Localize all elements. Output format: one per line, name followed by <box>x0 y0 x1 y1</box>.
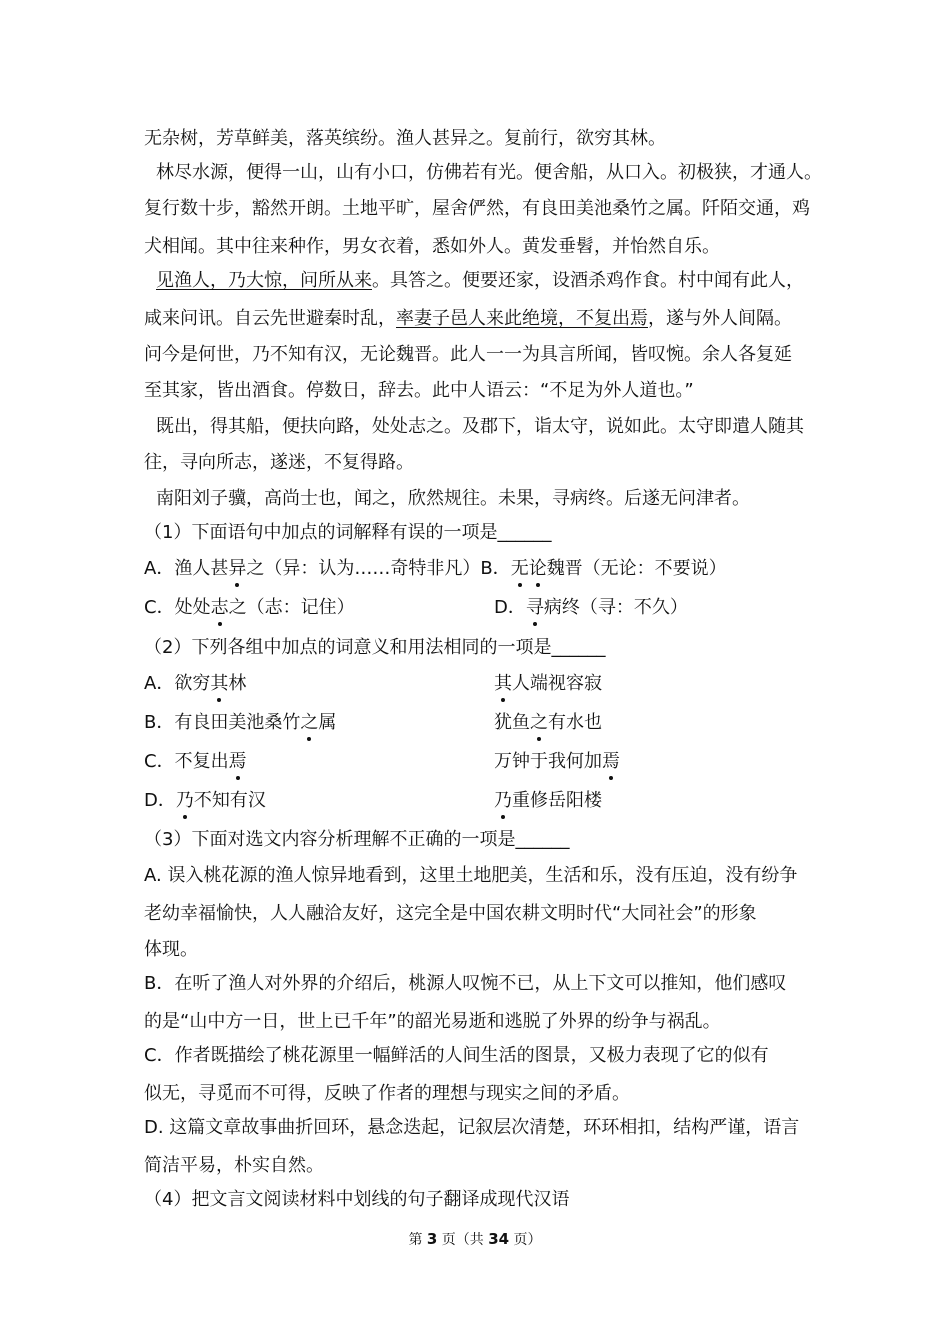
option-text: 病终（寻：不久） <box>543 597 688 618</box>
page-number: 3 <box>426 1230 438 1248</box>
page-total: 34 <box>488 1230 510 1248</box>
option-text: 之（异：认为……奇特非凡） <box>246 558 481 579</box>
option-c-compare <box>494 751 620 773</box>
dotted-char: 无 <box>510 558 529 579</box>
option-text: 重修岳阳楼 <box>512 790 602 811</box>
question-3-option-d: 简洁平易，朴实自然。 <box>144 1155 324 1176</box>
question-1-options-ab <box>144 558 814 580</box>
question-2-option-c <box>144 751 814 773</box>
question-3-stem: （3）下面对选文内容分析理解不正确的一项是______ <box>144 829 570 850</box>
option-text: 林 <box>228 673 247 694</box>
dotted-char: 之 <box>300 712 319 733</box>
option-d <box>494 597 688 619</box>
option-text: 之（志：记住） <box>228 597 355 618</box>
question-3-option-a: 体现。 <box>144 939 198 960</box>
option-c <box>144 597 355 618</box>
passage-line: 南阳刘子骥，高尚士也，闻之，欣然规往。未果，寻病终。后遂无问津者。 <box>156 488 750 509</box>
question-3-option-d: D. 这篇文章故事曲折回环，悬念迭起，记叙层次清楚，环环相扣，结构严谨，语言 <box>144 1117 800 1138</box>
option-text: A．欲穷 <box>144 673 211 694</box>
question-3-option-c: 似无，寻觅而不可得，反映了作者的理想与现实之间的矛盾。 <box>144 1083 630 1104</box>
passage-text: 。具答之。便要还家，设酒杀鸡作食。村中闻有此人， <box>372 270 804 291</box>
question-3-option-c: C．作者既描绘了桃花源里一幅鲜活的人间生活的图景，又极力表现了它的似有 <box>144 1045 769 1066</box>
underlined-sentence: 见渔人，乃大惊，问所从来 <box>156 270 372 291</box>
option-text: 不知有汉 <box>193 790 266 811</box>
footer-text: 页（共 <box>437 1232 489 1248</box>
footer-text: 页） <box>509 1232 542 1248</box>
question-2-option-b <box>144 712 814 734</box>
question-3-option-a: 老幼幸福愉快，人人融洽友好，这完全是中国农耕文明时代“大同社会”的形象 <box>144 903 757 924</box>
option-text: A．渔人甚 <box>144 558 229 579</box>
passage-line: 往，寻向所志，遂迷，不复得路。 <box>144 452 414 473</box>
option-b <box>480 558 726 579</box>
dotted-char: 其 <box>494 673 512 694</box>
option-text: B． <box>480 558 511 579</box>
question-2-option-a <box>144 673 814 695</box>
option-text: 人端视容寂 <box>512 673 602 694</box>
option-text: D． <box>144 790 176 811</box>
passage-line: 犬相闻。其中往来种作，男女衣着，悉如外人。黄发垂髫，并怡然自乐。 <box>144 236 720 257</box>
passage-text: 咸来问讯。自云先世避秦时乱， <box>144 308 396 329</box>
option-a <box>144 558 480 579</box>
question-2-stem: （2）下列各组中加点的词意义和用法相同的一项是______ <box>144 637 606 658</box>
option-text: 有水也 <box>548 712 602 733</box>
underlined-sentence: 率妻子邑人来此绝境，不复出焉 <box>396 308 648 329</box>
question-1-stem: （1）下面语句中加点的词解释有误的一项是______ <box>144 522 552 543</box>
option-text: B．有良田美池桑竹 <box>144 712 301 733</box>
passage-line: 复行数十步，豁然开朗。土地平旷，屋舍俨然，有良田美池桑竹之属。阡陌交通，鸡 <box>144 198 810 219</box>
option-text: 魏晋（无论：不要说） <box>546 558 727 579</box>
question-3-option-b: 的是“山中方一日，世上已千年”的韶光易逝和逃脱了外界的纷争与祸乱。 <box>144 1011 721 1032</box>
dotted-char: 寻 <box>525 597 544 618</box>
option-d-compare <box>494 790 602 812</box>
option-text: 属 <box>318 712 337 733</box>
option-a-compare <box>494 673 602 695</box>
passage-line: 问今是何世，乃不知有汉，无论魏晋。此人一一为具言所闻，皆叹惋。余人各复延 <box>144 344 792 365</box>
dotted-char: 焉 <box>228 751 247 772</box>
dotted-char: 焉 <box>602 751 620 772</box>
page-footer <box>0 1229 950 1250</box>
dotted-char: 乃 <box>175 790 194 811</box>
dotted-char: 论 <box>528 558 547 579</box>
dotted-char: 志 <box>210 597 229 618</box>
question-3-option-b: B．在听了渔人对外界的介绍后，桃源人叹惋不已，从上下文可以推知，他们感叹 <box>144 973 787 994</box>
footer-text: 第 <box>408 1232 427 1248</box>
passage-line: 林尽水源，便得一山，山有小口，仿佛若有光。便舍船，从口入。初极狭，才通人。 <box>156 162 822 183</box>
question-4-stem: （4）把文言文阅读材料中划线的句子翻译成现代汉语 <box>144 1189 570 1210</box>
question-1-options-cd <box>144 597 814 619</box>
passage-line: 至其家，皆出酒食。停数日，辞去。此中人语云：“不足为外人道也。” <box>144 380 694 401</box>
option-text: 犹鱼 <box>494 712 530 733</box>
option-b-compare <box>494 712 602 734</box>
passage-text: ，遂与外人间隔。 <box>648 308 792 329</box>
option-text: 万钟于我何加 <box>494 751 602 772</box>
question-3-option-a: A. 误入桃花源的渔人惊异地看到，这里土地肥美，生活和乐，没有压迫，没有纷争 <box>144 865 798 886</box>
dotted-char: 之 <box>530 712 548 733</box>
question-2-option-d <box>144 790 814 812</box>
passage-line <box>156 270 826 292</box>
passage-line: 无杂树，芳草鲜美，落英缤纷。渔人甚异之。复前行，欲穷其林。 <box>144 128 666 149</box>
passage-line <box>144 308 814 330</box>
option-text: C．处处 <box>144 597 211 618</box>
dotted-char: 异 <box>228 558 247 579</box>
dotted-char: 乃 <box>494 790 512 811</box>
option-text: D． <box>494 597 526 618</box>
dotted-char: 其 <box>210 673 229 694</box>
passage-line: 既出，得其船，便扶向路，处处志之。及郡下，诣太守，说如此。太守即遣人随其 <box>156 416 804 437</box>
option-text: C．不复出 <box>144 751 229 772</box>
